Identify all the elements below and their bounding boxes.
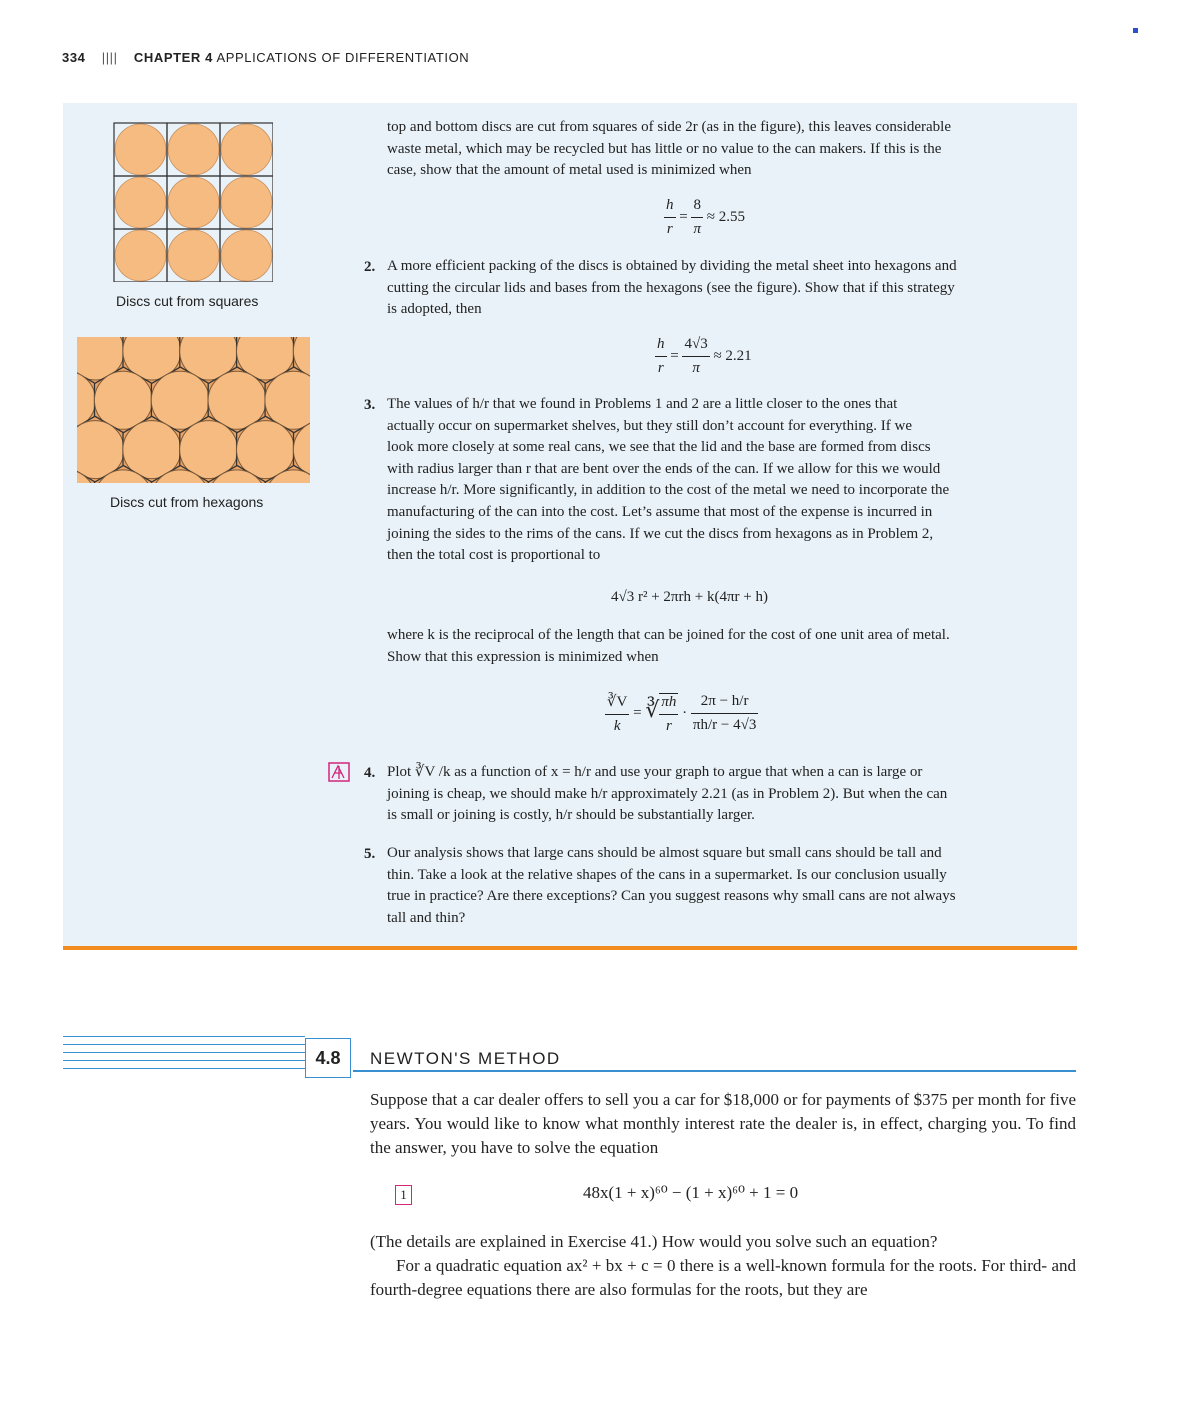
problem2-text <box>387 256 957 321</box>
discs-from-squares-figure <box>113 122 273 282</box>
problem4-number: 4. <box>364 765 376 781</box>
section-paragraph-3: For a quadratic equation ax² + bx + c = 0 there is a well-known formula for the roots. For third- and fourth-degree equations there are also formulas for the roots, but they are <box>370 1256 1076 1299</box>
problem4-text <box>387 762 947 827</box>
disc <box>168 230 219 281</box>
text-line: joining the sides to the rims of the cans. If we cut the discs from hexagons as in Problem 2, <box>387 525 934 542</box>
running-header <box>62 50 469 65</box>
text-line: is adopted, then <box>387 301 482 318</box>
section-paragraph-2: (The details are explained in Exercise 41.) How would you solve such an equation? <box>370 1232 938 1251</box>
section-rule-lines <box>63 1036 305 1070</box>
text-line: cutting the circular lids and bases from the hexagons (see the figure). Show that if this strategy <box>387 279 955 296</box>
text-line: look more closely at some real cans, we see that the lid and the base are formed from discs <box>387 439 931 456</box>
text-line: joining is cheap, we should make h/r approximately 2.21 (as in Problem 2). But when the can <box>387 785 948 802</box>
cost-expression: 4√3 r² + 2πrh + k(4πr + h) <box>611 589 768 605</box>
text-line: Plot ∛V /k as a function of x = h/r and use your graph to argue that when a can is large or <box>387 764 923 780</box>
disc <box>221 124 272 175</box>
text-line: The values of h/r that we found in Problems 1 and 2 are a little closer to the ones that <box>387 396 898 412</box>
text-line: where k is the reciprocal of the length that can be joined for the cost of one unit area of metal. <box>387 627 950 643</box>
text-line: manufacturing of the can into the cost. Let’s assume that most of the expense is incurred in <box>387 503 933 520</box>
disc <box>115 177 166 228</box>
problem1-equation: $\frac{h}{r}$ = $\frac{8}{\pi}$ ≈ 2.55 <box>666 197 745 237</box>
text-line: then the total cost is proportional to <box>387 547 601 564</box>
text-line: case, show that the amount of metal used is minimized when <box>387 162 752 179</box>
header-bars: |||| <box>101 50 118 65</box>
corner-mark <box>1133 28 1138 33</box>
text-line: thin. Take a look at the relative shapes of the cans in a supermarket. Is our conclusion usually <box>387 866 947 883</box>
text-line: waste metal, which may be recycled but has little or no value to the can makers. If this is the <box>387 140 942 157</box>
page-number: 334 <box>62 50 86 65</box>
text-line: actually occur on supermarket shelves, but they still don’t account for everything. If we <box>387 417 912 434</box>
disc <box>115 230 166 281</box>
section-paragraph-1: Suppose that a car dealer offers to sell you a car for $18,000 or for payments of $375 per month for five years. You would like to know what monthly interest rate the dealer is, in effect, charging you. To find the answer, you have to solve the equation <box>370 1090 1076 1157</box>
text-line: is small or joining is costly, h/r should be substantially larger. <box>387 807 755 824</box>
problem3-text <box>387 394 949 567</box>
section-title-rule <box>353 1070 1076 1072</box>
disc <box>168 177 219 228</box>
text-line: Show that this expression is minimized when <box>387 648 659 665</box>
problem3-number: 3. <box>364 397 376 413</box>
text-line: Our analysis shows that large cans should be almost square but small cans should be tall and <box>387 845 942 861</box>
disc <box>221 230 272 281</box>
equation-number: 1 <box>395 1185 412 1205</box>
panel-bottom-rule <box>63 946 1077 950</box>
disc <box>115 124 166 175</box>
problem5-number: 5. <box>364 846 376 862</box>
problem3-equation: $\frac{∛V}{k}$ = ∛ $\frac{\pi h}{r}$ · $\frac{2\pi - h/r}{\pi h/r - 4√3}$ <box>607 693 757 734</box>
discs-from-hexagons-figure <box>77 337 310 483</box>
squares-caption: Discs cut from squares <box>116 293 259 309</box>
text-line: A more efficient packing of the discs is obtained by dividing the metal sheet into hexagons and <box>387 258 957 274</box>
chapter-label: CHAPTER 4 <box>133 50 213 65</box>
text-line: true in practice? Are there exceptions? Can you suggest reasons why small cans are not always <box>387 888 956 905</box>
chapter-title: APPLICATIONS OF DIFFERENTIATION <box>216 50 470 65</box>
problem1-text <box>387 117 951 182</box>
problem5-text <box>387 843 956 929</box>
problem2-equation: $\frac{h}{r}$ = $\frac{4√3}{\pi}$ ≈ 2.21 <box>657 336 752 376</box>
problem2-number: 2. <box>364 259 376 275</box>
text-line: top and bottom discs are cut from squares of side 2r (as in the figure), this leaves considerable <box>387 119 952 135</box>
text-line: increase h/r. More significantly, in addition to the cost of the metal we need to incorporate the <box>387 482 950 499</box>
section-number: 4.8 <box>305 1038 351 1078</box>
problem3-text-continued <box>387 625 950 668</box>
disc <box>221 177 272 228</box>
hexagons-caption: Discs cut from hexagons <box>110 494 264 510</box>
text-line: with radius larger than r that are bent over the ends of the can. If we allow for this we would <box>387 460 941 477</box>
section-title: NEWTON'S METHOD <box>370 1049 561 1068</box>
newton-equation: 48x(1 + x)⁶⁰ − (1 + x)⁶⁰ + 1 = 0 <box>583 1183 799 1202</box>
disc <box>168 124 219 175</box>
text-line: tall and thin? <box>387 909 466 926</box>
graphing-calculator-icon <box>328 762 350 782</box>
